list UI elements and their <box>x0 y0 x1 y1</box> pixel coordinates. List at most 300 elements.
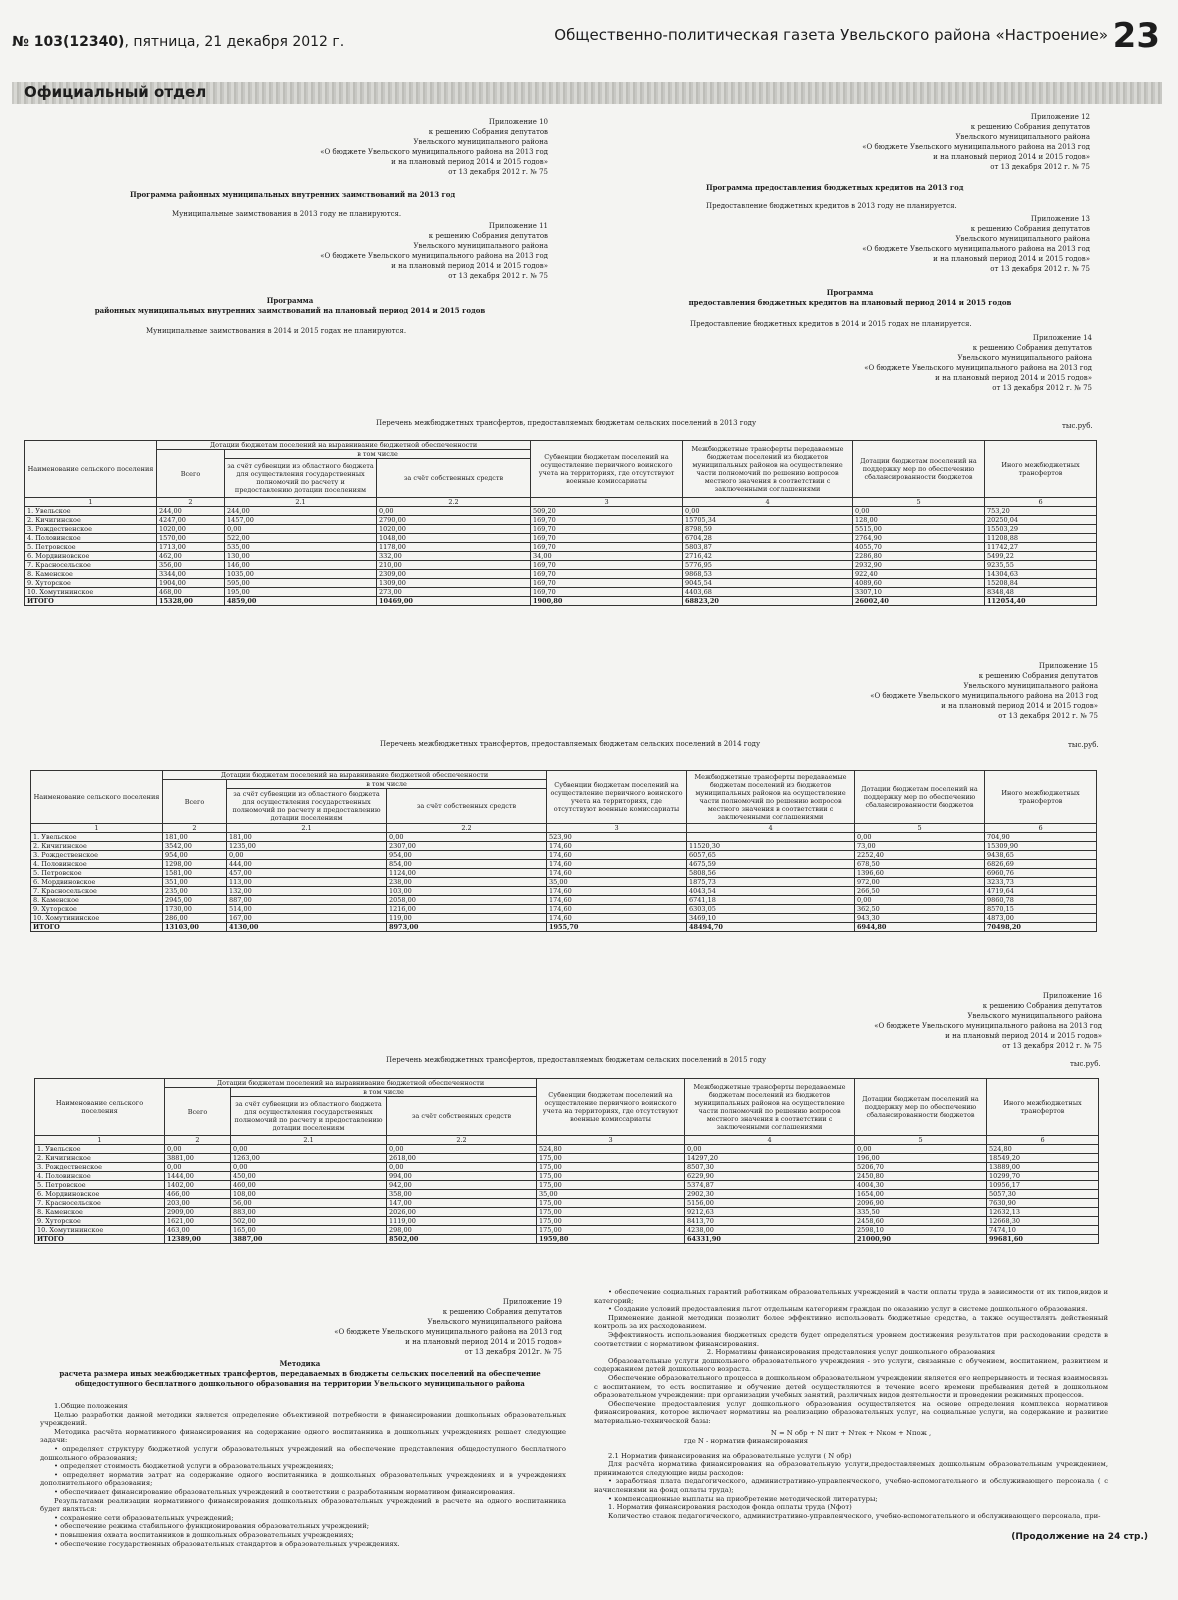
table-row <box>31 860 1097 869</box>
settlement-name: 1. Увельское <box>31 833 163 842</box>
index-cell: 4 <box>685 1136 855 1145</box>
value-cell: 854,00 <box>387 860 547 869</box>
settlement-name: 10. Хомутининское <box>35 1226 165 1235</box>
value-cell: 4403,68 <box>683 588 853 597</box>
table-row <box>25 552 1097 561</box>
value-cell: 0,00 <box>685 1145 855 1154</box>
value-cell: 8798,59 <box>683 525 853 534</box>
value-cell: 175,00 <box>537 1217 685 1226</box>
value-cell: 2790,00 <box>377 516 531 525</box>
value-cell: 5515,00 <box>853 525 985 534</box>
appendix-19: Приложение 19 к решению Собрания депутатов Увельского муниципального района «О бюджете Увельского муниципального района на 2013 год и на плановый период 2014 и 2015 годов» от 13 декабря 2012г. № 75 <box>334 1298 562 1356</box>
value-cell: 8507,30 <box>685 1163 855 1172</box>
settlement-name: 6. Мордвиновское <box>35 1190 165 1199</box>
value-cell: 298,00 <box>387 1226 537 1235</box>
col-other: Иного межбюджетных трансфертов <box>985 441 1097 498</box>
paper-name: Общественно-политическая газета Увельского района «Настроение» <box>554 26 1108 44</box>
value-cell: 13889,00 <box>987 1163 1099 1172</box>
index-cell: 2 <box>165 1136 231 1145</box>
value-cell: 6057,65 <box>687 851 855 860</box>
table-row <box>31 905 1097 914</box>
index-cell: 4 <box>683 498 853 507</box>
value-cell: 174,60 <box>547 887 687 896</box>
value-cell: 73,00 <box>855 842 985 851</box>
value-cell: 10299,70 <box>987 1172 1099 1181</box>
column-index-row <box>31 824 1097 833</box>
value-cell: 2932,90 <box>853 561 985 570</box>
value-cell: 2309,00 <box>377 570 531 579</box>
value-cell: 1119,00 <box>387 1217 537 1226</box>
value-cell: 450,00 <box>231 1172 387 1181</box>
value-cell: 0,00 <box>387 1145 537 1154</box>
value-cell: 175,00 <box>537 1172 685 1181</box>
col-other: Иного межбюджетных трансфертов <box>987 1079 1099 1136</box>
table-2014-body <box>31 771 1097 932</box>
settlement-name: 3. Рождественское <box>35 1163 165 1172</box>
col-own: за счёт собственных средств <box>387 1097 537 1136</box>
table-row <box>31 914 1097 923</box>
table-row <box>35 1208 1099 1217</box>
total-value: 64331,90 <box>685 1235 855 1244</box>
value-cell: 8570,15 <box>985 905 1097 914</box>
value-cell <box>687 833 855 842</box>
total-row <box>25 597 1097 606</box>
value-cell: 704,90 <box>985 833 1097 842</box>
value-cell: 1309,00 <box>377 579 531 588</box>
value-cell: 1396,60 <box>855 869 985 878</box>
index-cell: 6 <box>985 498 1097 507</box>
settlement-name: 8. Каменское <box>31 896 163 905</box>
value-cell: 130,00 <box>225 552 377 561</box>
value-cell: 113,00 <box>227 878 387 887</box>
value-cell: 9868,53 <box>683 570 853 579</box>
value-cell: 3881,00 <box>165 1154 231 1163</box>
value-cell: 14297,20 <box>685 1154 855 1163</box>
settlement-name: 2. Кичигинское <box>31 842 163 851</box>
value-cell: 2307,00 <box>387 842 547 851</box>
table-row <box>25 579 1097 588</box>
value-cell: 524,80 <box>537 1145 685 1154</box>
index-cell: 2.2 <box>387 1136 537 1145</box>
program-credits-2014-text: Предоставление бюджетных кредитов в 2014 и 2015 годах не планируется. <box>690 320 972 328</box>
col-in-that: в том числе <box>231 1088 537 1097</box>
value-cell: 175,00 <box>537 1208 685 1217</box>
index-cell: 6 <box>985 824 1097 833</box>
value-cell: 15503,29 <box>985 525 1097 534</box>
value-cell: 8413,70 <box>685 1217 855 1226</box>
value-cell: 235,00 <box>163 887 227 896</box>
value-cell: 2909,00 <box>165 1208 231 1217</box>
value-cell: 9860,78 <box>985 896 1097 905</box>
col-balance: Дотации бюджетам поселений на поддержку мер по обеспечению сбалансированности бюджетов <box>853 441 985 498</box>
value-cell: 522,00 <box>225 534 377 543</box>
settlement-name: 5. Петровское <box>25 543 157 552</box>
value-cell: 11208,88 <box>985 534 1097 543</box>
value-cell: 1263,00 <box>231 1154 387 1163</box>
settlement-name: 7. Красносельское <box>31 887 163 896</box>
value-cell: 174,60 <box>547 851 687 860</box>
value-cell: 5156,00 <box>685 1199 855 1208</box>
settlement-name: 9. Хуторское <box>31 905 163 914</box>
program-credits-2013-text: Предоставление бюджетных кредитов в 2013 году не планируется. <box>706 202 957 210</box>
value-cell: 942,00 <box>387 1181 537 1190</box>
value-cell: 11520,30 <box>687 842 855 851</box>
value-cell: 169,70 <box>531 543 683 552</box>
value-cell: 524,80 <box>987 1145 1099 1154</box>
value-cell: 994,00 <box>387 1172 537 1181</box>
value-cell: 358,00 <box>387 1190 537 1199</box>
total-label: ИТОГО <box>35 1235 165 1244</box>
value-cell: 356,00 <box>157 561 225 570</box>
settlement-name: 6. Мордвиновское <box>31 878 163 887</box>
program-borrowing-2013-text: Муниципальные заимствования в 2013 году не планируются. <box>172 210 402 218</box>
total-value: 21000,90 <box>855 1235 987 1244</box>
value-cell: 883,00 <box>231 1208 387 1217</box>
value-cell: 108,00 <box>231 1190 387 1199</box>
value-cell: 169,70 <box>531 525 683 534</box>
value-cell: 181,00 <box>163 833 227 842</box>
col-balance: Дотации бюджетам поселений на поддержку мер по обеспечению сбалансированности бюджетов <box>855 771 985 824</box>
index-cell: 5 <box>853 498 985 507</box>
value-cell: 1402,00 <box>165 1181 231 1190</box>
value-cell: 7474,10 <box>987 1226 1099 1235</box>
value-cell: 1178,00 <box>377 543 531 552</box>
value-cell: 466,00 <box>165 1190 231 1199</box>
settlement-name: 2. Кичигинское <box>25 516 157 525</box>
value-cell: 146,00 <box>225 561 377 570</box>
col-military: Субвенции бюджетам поселений на осуществление первичного воинского учета на территориях, где отсутствуют военные комиссариаты <box>537 1079 685 1136</box>
table-2015-unit: тыс.руб. <box>1070 1060 1101 1068</box>
table-row <box>25 507 1097 516</box>
table-row <box>31 887 1097 896</box>
col-in-that: в том числе <box>227 780 547 789</box>
value-cell: 3542,00 <box>163 842 227 851</box>
value-cell: 0,00 <box>165 1145 231 1154</box>
col-mbt: Межбюджетные трансферты передаваемые бюджетам поселений из бюджетов муниципальных районов на осуществление части полномочий по решению вопросов местного значения в соответствии с заключенными соглашениями <box>685 1079 855 1136</box>
appendix-16: Приложение 16 к решению Собрания депутатов Увельского муниципального района «О бюджете Увельского муниципального района на 2013 год и на плановый период 2014 и 2015 годов» от 13 декабря 2012 г. № 75 <box>874 992 1102 1050</box>
value-cell: 273,00 <box>377 588 531 597</box>
value-cell: 286,00 <box>163 914 227 923</box>
value-cell: 1581,00 <box>163 869 227 878</box>
value-cell: 20250,04 <box>985 516 1097 525</box>
masthead <box>0 0 1178 60</box>
value-cell: 4873,00 <box>985 914 1097 923</box>
value-cell: 0,00 <box>231 1145 387 1154</box>
total-value: 4130,00 <box>227 923 387 932</box>
col-military: Субвенции бюджетам поселений на осуществление первичного воинского учета на территориях, где отсутствуют военные комиссариаты <box>547 771 687 824</box>
table-row <box>25 534 1097 543</box>
col-dotation-group: Дотации бюджетам поселений на выравнивание бюджетной обеспеченности <box>157 441 531 450</box>
value-cell: 2058,00 <box>387 896 547 905</box>
value-cell: 5057,30 <box>987 1190 1099 1199</box>
value-cell: 1020,00 <box>157 525 225 534</box>
value-cell: 0,00 <box>227 851 387 860</box>
settlement-name: 7. Красносельское <box>35 1199 165 1208</box>
appendix-12: Приложение 12 к решению Собрания депутатов Увельского муниципального района «О бюджете Увельского муниципального района на 2013 год и на плановый период 2014 и 2015 годов» от 13 декабря 2012 г. № 75 <box>862 113 1090 171</box>
settlement-name: 1. Увельское <box>25 507 157 516</box>
value-cell: 1654,00 <box>855 1190 987 1199</box>
settlement-name: 9. Хуторское <box>35 1217 165 1226</box>
col-own: за счёт собственных средств <box>387 789 547 824</box>
table-2013 <box>24 440 1097 606</box>
value-cell: 463,00 <box>165 1226 231 1235</box>
col-total: Всего <box>165 1088 231 1136</box>
program-credits-2013-title: Программа предоставления бюджетных кредитов на 2013 год <box>706 183 964 192</box>
value-cell: 195,00 <box>225 588 377 597</box>
value-cell: 175,00 <box>537 1181 685 1190</box>
value-cell: 18549,20 <box>987 1154 1099 1163</box>
total-value: 12389,00 <box>165 1235 231 1244</box>
value-cell: 362,50 <box>855 905 985 914</box>
table-row <box>25 543 1097 552</box>
table-row <box>35 1199 1099 1208</box>
value-cell: 502,00 <box>231 1217 387 1226</box>
value-cell: 0,00 <box>387 1163 537 1172</box>
total-value: 26002,40 <box>853 597 985 606</box>
value-cell: 0,00 <box>165 1163 231 1172</box>
value-cell: 1124,00 <box>387 869 547 878</box>
total-value: 48494,70 <box>687 923 855 932</box>
value-cell: 1035,00 <box>225 570 377 579</box>
value-cell: 523,90 <box>547 833 687 842</box>
index-cell: 1 <box>25 498 157 507</box>
column-index-row <box>35 1136 1099 1145</box>
value-cell: 8348,48 <box>985 588 1097 597</box>
value-cell: 509,20 <box>531 507 683 516</box>
value-cell: 14304,63 <box>985 570 1097 579</box>
value-cell: 943,30 <box>855 914 985 923</box>
table-2015-body <box>35 1079 1099 1244</box>
value-cell: 460,00 <box>231 1181 387 1190</box>
settlement-name: 4. Половинское <box>35 1172 165 1181</box>
col-name: Наименование сельского поселения <box>35 1079 165 1136</box>
settlement-name: 4. Половинское <box>25 534 157 543</box>
table-row <box>31 878 1097 887</box>
index-cell: 2.1 <box>227 824 387 833</box>
value-cell: 5206,70 <box>855 1163 987 1172</box>
settlement-name: 4. Половинское <box>31 860 163 869</box>
value-cell: 167,00 <box>227 914 387 923</box>
total-value: 1959,80 <box>537 1235 685 1244</box>
value-cell: 2286,80 <box>853 552 985 561</box>
table-2015 <box>34 1078 1099 1244</box>
col-name: Наименование сельского поселения <box>25 441 157 498</box>
value-cell: 0,00 <box>377 507 531 516</box>
value-cell: 1730,00 <box>163 905 227 914</box>
value-cell: 1048,00 <box>377 534 531 543</box>
value-cell: 3233,73 <box>985 878 1097 887</box>
value-cell: 15705,34 <box>683 516 853 525</box>
col-in-that: в том числе <box>225 450 531 459</box>
table-row <box>31 896 1097 905</box>
value-cell: 7630,90 <box>987 1199 1099 1208</box>
settlement-name: 1. Увельское <box>35 1145 165 1154</box>
value-cell: 2618,00 <box>387 1154 537 1163</box>
value-cell: 9045,54 <box>683 579 853 588</box>
appendix-10: Приложение 10 к решению Собрания депутатов Увельского муниципального района «О бюджете Увельского муниципального района на 2013 год и на плановый период 2014 и 2015 годов» от 13 декабря 2012 г. № 75 <box>320 118 548 176</box>
value-cell: 972,00 <box>855 878 985 887</box>
index-cell: 1 <box>31 824 163 833</box>
total-value: 1900,80 <box>531 597 683 606</box>
value-cell: 3469,10 <box>687 914 855 923</box>
table-row <box>25 525 1097 534</box>
col-mbt: Межбюджетные трансферты передаваемые бюджетам поселений из бюджетов муниципальных районов на осуществление части полномочий по решению вопросов местного значения в соответствии с заключенными соглашениями <box>683 441 853 498</box>
issue-info <box>12 34 344 50</box>
value-cell: 678,50 <box>855 860 985 869</box>
program-borrowing-2014-title: Программа районных муниципальных внутренних заимствований на плановый период 2014 и 2015 годов <box>94 296 486 315</box>
value-cell: 753,20 <box>985 507 1097 516</box>
section-title: Официальный отдел <box>24 83 207 101</box>
value-cell: 128,00 <box>853 516 985 525</box>
value-cell: 12632,13 <box>987 1208 1099 1217</box>
value-cell: 10956,17 <box>987 1181 1099 1190</box>
total-row <box>35 1235 1099 1244</box>
value-cell: 2902,30 <box>685 1190 855 1199</box>
value-cell: 2450,80 <box>855 1172 987 1181</box>
value-cell: 332,00 <box>377 552 531 561</box>
value-cell: 174,60 <box>547 860 687 869</box>
value-cell: 169,70 <box>531 561 683 570</box>
value-cell: 2716,42 <box>683 552 853 561</box>
value-cell: 181,00 <box>227 833 387 842</box>
value-cell: 15208,84 <box>985 579 1097 588</box>
total-value: 112054,40 <box>985 597 1097 606</box>
program-credits-2014-title: Программа предоставления бюджетных кредитов на плановый период 2014 и 2015 годов <box>688 288 1012 307</box>
index-cell: 3 <box>531 498 683 507</box>
total-value: 13103,00 <box>163 923 227 932</box>
value-cell: 0,00 <box>683 507 853 516</box>
value-cell: 1444,00 <box>165 1172 231 1181</box>
value-cell: 0,00 <box>231 1163 387 1172</box>
value-cell: 335,50 <box>855 1208 987 1217</box>
index-cell: 2.2 <box>377 498 531 507</box>
value-cell: 56,00 <box>231 1199 387 1208</box>
value-cell: 2764,90 <box>853 534 985 543</box>
total-value: 68823,20 <box>683 597 853 606</box>
issue-number: № 103(12340) <box>12 34 125 50</box>
value-cell: 468,00 <box>157 588 225 597</box>
value-cell: 2252,40 <box>855 851 985 860</box>
settlement-name: 10. Хомутининское <box>31 914 163 923</box>
total-row <box>31 923 1097 932</box>
total-value: 10469,00 <box>377 597 531 606</box>
table-2015-title: Перечень межбюджетных трансфертов, предоставляемых бюджетам сельских поселений в 2015 году <box>386 1056 767 1064</box>
value-cell: 5776,95 <box>683 561 853 570</box>
value-cell: 595,00 <box>225 579 377 588</box>
value-cell: 4675,59 <box>687 860 855 869</box>
index-cell: 5 <box>855 824 985 833</box>
table-row <box>35 1145 1099 1154</box>
value-cell: 1875,73 <box>687 878 855 887</box>
value-cell: 244,00 <box>225 507 377 516</box>
settlement-name: 7. Красносельское <box>25 561 157 570</box>
settlement-name: 8. Каменское <box>35 1208 165 1217</box>
value-cell: 1621,00 <box>165 1217 231 1226</box>
total-value: 8973,00 <box>387 923 547 932</box>
method-left-column: 1.Общие положения Целью разработки данной методики является определение объективной потребности в финансировании дошкольных образовательных учреждений. Методика расчёта нормативного финансирования на содержание одного воспитанника в дошкольных учреждениях решает следующие задачи: • определяет структуру бюджетной услуги образовательных учреждений на обеспечение представления общедоступного бесплатного дошкольного образования; • определяет стоимость бюджетной услуги в образовательных учреждениях; • определяет норматив затрат на содержание одного воспитанника в дошкольных образовательных учреждениях и в учреждениях дополнительного образования; • обеспечивает финансирование образовательных учреждений в соответствии с разработанным нормативом финансирования. Результатами реализации нормативного финансирования дошкольных образовательных учреждений в расчете на одного воспитанника будет являться: • сохранение сети образовательных учреждений; • обеспечение режима стабильного функционирования образовательных учреждений; • повышения охвата воспитанников в дошкольных образовательных учреждениях; • обеспечение государственных образовательных стандартов в образовательных учреждениях. <box>40 1402 566 1548</box>
table-row <box>31 833 1097 842</box>
col-dotation-group: Дотации бюджетам поселений на выравнивание бюджетной обеспеченности <box>165 1079 537 1088</box>
value-cell: 4043,54 <box>687 887 855 896</box>
index-cell: 2.1 <box>225 498 377 507</box>
value-cell: 5808,56 <box>687 869 855 878</box>
value-cell: 4089,60 <box>853 579 985 588</box>
table-row <box>35 1172 1099 1181</box>
table-2013-body <box>25 441 1097 606</box>
index-cell: 1 <box>35 1136 165 1145</box>
value-cell: 4247,00 <box>157 516 225 525</box>
settlement-name: 3. Рождественское <box>25 525 157 534</box>
value-cell: 12668,30 <box>987 1217 1099 1226</box>
value-cell: 0,00 <box>853 507 985 516</box>
method-right-column: • обеспечение социальных гарантий работникам образовательных учреждений в части оплаты труда в зависимости от их типов,видов и категорий; • Создание условий предоставления льгот отдельным категориям граждан по оказанию услуг в системе дошкольного образования. Применение данной методики позволит более эффективно использовать бюджетные средства, а также осуществлять действенный контроль за их расходованием. Эффективность использования бюджетных средств будет определяться уровнем достижения результатов при расходовании средств в соответствии с нормативом финансирования. 2. Нормативы финансирования представления услуг дошкольного образования Образовательные услуги дошкольного образовательного учреждения - это услуги, связанные с обучением, воспитанием, развитием и содержанием детей дошкольного возраста. Обеспечение образовательного процесса в дошкольном образовательном учреждении является его непрерывность и тесная взаимосвязь с воспитанием, то есть воспитание и обучение детей осуществляются в течение всего времени пребывания детей в дошкольном образовательном учреждении: при организации учебных занятий, различных видов деятельности и проведении режимных процессов. Обеспечение предоставления услуг дошкольного образования осуществляется на основе определения комплекса нормативов финансирования, которое включает нормативы на реализацию образовательных услуг, на социальные услуги, на содержание и развитие материально-технической базы: N = N обр + N пит + Nтек + Nком + Nпож , где N - норматив финансирования 2.1 Норматив финансирования на образовательные услуги ( N обр) Для расчёта норматива финансирования на образовательную услуги,предоставляемых дошкольным образовательным учреждением, принимаются следующие виды расходов: • заработная плата педагогического, административно-управленческого, учебно-вспомогательного и обслуживающего персонала ( с начислениями на фонд оплаты труда); • компенсационные выплаты на приобретение методической литературы; 1. Норматив финансирования расходов фонда оплаты труда (Nфот) Количество ставок педагогического, административно-управленческого, учебно-вспомогательного и обслуживающего персонала, при- <box>594 1288 1108 1520</box>
index-cell: 4 <box>687 824 855 833</box>
total-value: 8502,00 <box>387 1235 537 1244</box>
value-cell: 4055,70 <box>853 543 985 552</box>
table-row <box>35 1190 1099 1199</box>
total-value: 4859,00 <box>225 597 377 606</box>
value-cell: 6229,90 <box>685 1172 855 1181</box>
index-cell: 3 <box>547 824 687 833</box>
total-label: ИТОГО <box>31 923 163 932</box>
col-mbt: Межбюджетные трансферты передаваемые бюджетам поселений из бюджетов муниципальных районов на осуществление части полномочий по решению вопросов местного значения в соответствии с заключенными соглашениями <box>687 771 855 824</box>
value-cell: 6704,28 <box>683 534 853 543</box>
method-title: Методика расчета размера иных межбюджетных трансфертов, передаваемых в бюджеты сельских поселений на обеспечение общедоступного бесплатного дошкольного образования на территории Увельского муниципального района <box>59 1359 541 1388</box>
table-row <box>31 869 1097 878</box>
total-value: 15328,00 <box>157 597 225 606</box>
value-cell: 1904,00 <box>157 579 225 588</box>
table-2013-title: Перечень межбюджетных трансфертов, предоставляемых бюджетам сельских поселений в 2013 году <box>376 419 757 427</box>
value-cell: 174,60 <box>547 842 687 851</box>
value-cell: 0,00 <box>855 1145 987 1154</box>
value-cell: 954,00 <box>387 851 547 860</box>
index-cell: 3 <box>537 1136 685 1145</box>
total-value: 6944,80 <box>855 923 985 932</box>
value-cell: 1216,00 <box>387 905 547 914</box>
appendix-11: Приложение 11 к решению Собрания депутатов Увельского муниципального района «О бюджете Увельского муниципального района на 2013 год и на плановый период 2014 и 2015 годов» от 13 декабря 2012 г. № 75 <box>320 222 548 280</box>
value-cell: 175,00 <box>537 1226 685 1235</box>
value-cell: 514,00 <box>227 905 387 914</box>
col-military: Субвенции бюджетам поселений на осуществление первичного воинского учета на территориях, где отсутствуют военные комиссариаты <box>531 441 683 498</box>
total-value: 70498,20 <box>985 923 1097 932</box>
value-cell: 444,00 <box>227 860 387 869</box>
value-cell: 2026,00 <box>387 1208 537 1217</box>
value-cell: 244,00 <box>157 507 225 516</box>
value-cell: 196,00 <box>855 1154 987 1163</box>
value-cell: 15309,90 <box>985 842 1097 851</box>
appendix-13: Приложение 13 к решению Собрания депутатов Увельского муниципального района «О бюджете Увельского муниципального района на 2013 год и на плановый период 2014 и 2015 годов» от 13 декабря 2012 г. № 75 <box>862 215 1090 273</box>
value-cell: 887,00 <box>227 896 387 905</box>
col-name: Наименование сельского поселения <box>31 771 163 824</box>
col-total: Всего <box>157 450 225 498</box>
value-cell: 9235,55 <box>985 561 1097 570</box>
settlement-name: 8. Каменское <box>25 570 157 579</box>
value-cell: 4004,30 <box>855 1181 987 1190</box>
value-cell: 175,00 <box>537 1154 685 1163</box>
value-cell: 0,00 <box>855 896 985 905</box>
issue-date: , пятница, 21 декабря 2012 г. <box>124 34 345 50</box>
appendix-15: Приложение 15 к решению Собрания депутатов Увельского муниципального района «О бюджете Увельского муниципального района на 2013 год и на плановый период 2014 и 2015 годов» от 13 декабря 2012 г. № 75 <box>870 662 1098 720</box>
index-cell: 2 <box>163 824 227 833</box>
index-cell: 5 <box>855 1136 987 1145</box>
table-row <box>25 588 1097 597</box>
value-cell: 34,00 <box>531 552 683 561</box>
value-cell: 6826,69 <box>985 860 1097 869</box>
value-cell: 174,60 <box>547 869 687 878</box>
value-cell: 174,60 <box>547 905 687 914</box>
value-cell: 4238,00 <box>685 1226 855 1235</box>
value-cell: 169,70 <box>531 579 683 588</box>
